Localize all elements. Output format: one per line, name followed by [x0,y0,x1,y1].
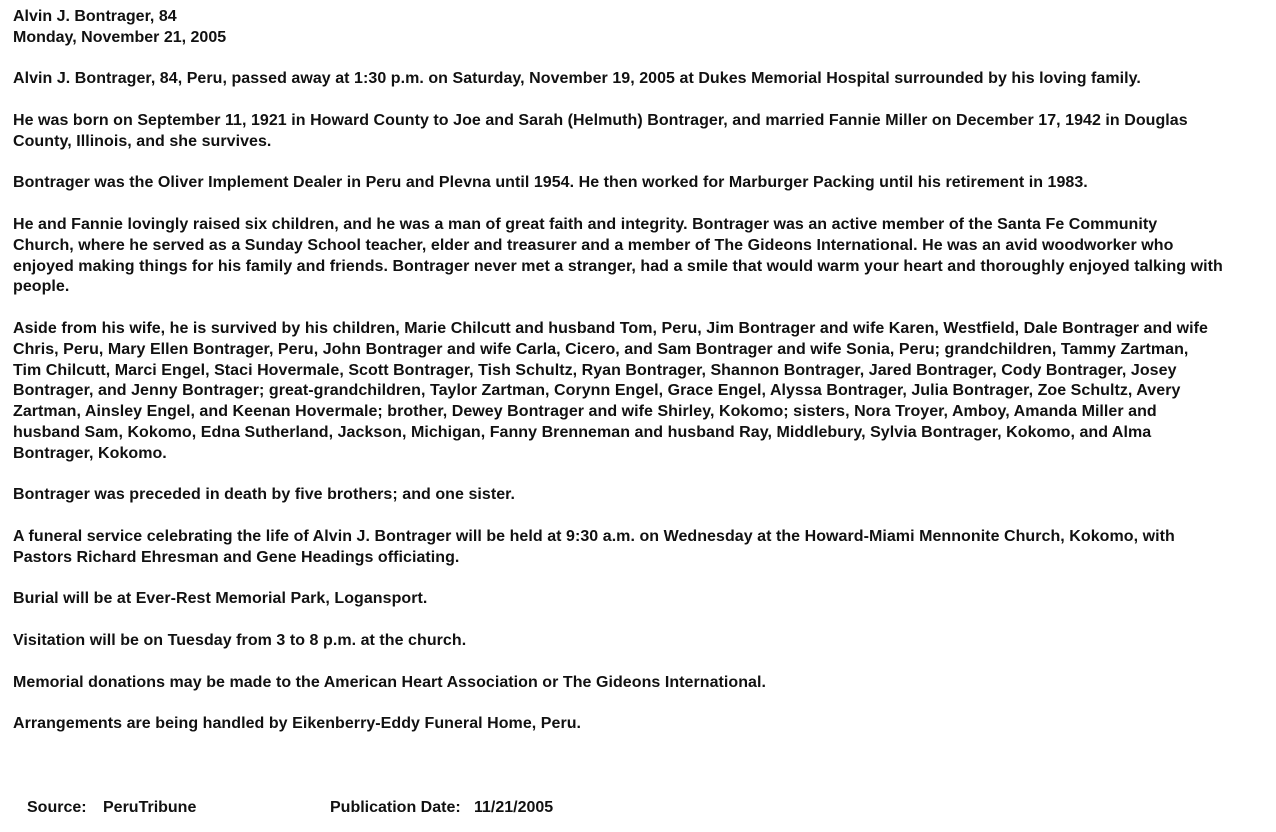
obituary-document [13,7,1268,756]
paragraph-line: Bontrager was preceded in death by five brothers; and one sister. [13,486,516,504]
source-label: Source: [27,799,87,816]
paragraph-line: County, Illinois, and she survives. [13,132,272,150]
paragraph-line: people. [13,278,70,296]
obituary-header [13,7,1268,49]
paragraph-line: Arrangements are being handled by Eikenberry-Eddy Funeral Home, Peru. [13,715,582,733]
paragraph-line: Aside from his wife, he is survived by his children, Marie Chilcutt and husband Tom, Peru, Jim Bontrager and wife Karen, Westfield, Dale Bontrager and wife [13,319,1208,337]
paragraph [13,527,1268,569]
paragraph-line: Zartman, Ainsley Engel, and Keenan Hovermale; brother, Dewey Bontrager and wife Shirley, Kokomo; sisters, Nora Troyer, Amboy, Amanda Miller and [13,403,1157,421]
paragraph-line: Bontrager, and Jenny Bontrager; great-grandchildren, Taylor Zartman, Corynn Engel, Grace Engel, Alyssa Bontrager, Julia Bontrager, Zoe Schultz, Avery [13,382,1181,400]
paragraph-line: Bontrager was the Oliver Implement Dealer in Peru and Plevna until 1954. He then worked for Marburger Packing until his retirement in 1983. [13,174,1088,192]
publication-date-value: 11/21/2005 [474,799,554,816]
paragraph [13,69,1268,90]
obituary-date: Monday, November 21, 2005 [13,28,227,46]
paragraph-line: Memorial donations may be made to the American Heart Association or The Gideons International. [13,673,766,691]
obituary-title: Alvin J. Bontrager, 84 [13,8,177,25]
paragraph-line: Burial will be at Ever-Rest Memorial Park, Logansport. [13,590,428,608]
paragraph-line: Pastors Richard Ehresman and Gene Headings officiating. [13,548,460,566]
paragraph-line: Chris, Peru, Mary Ellen Bontrager, Peru, John Bontrager and wife Carla, Cicero, and Sam Bontrager and wife Sonia, Peru; grandchildren, Tammy Zartman, [13,340,1189,358]
paragraph-line: enjoyed making things for his family and friends. Bontrager never met a stranger, had a smile that would warm your heart and thoroughly enjoyed talking with [13,257,1223,275]
paragraph-line: Bontrager, Kokomo. [13,444,167,462]
paragraph [13,714,1268,735]
obituary-body [13,69,1268,735]
paragraph-line: Church, where he served as a Sunday School teacher, elder and treasurer and a member of The Gideons International. He was an avid woodworker who [13,236,1174,254]
paragraph [13,215,1268,298]
source-value: PeruTribune [103,799,197,816]
paragraph-line: husband Sam, Kokomo, Edna Sutherland, Jackson, Michigan, Fanny Brenneman and husband Ray, Middlebury, Sylvia Bontrager, Kokomo, and Alma [13,423,1152,441]
paragraph [13,111,1268,153]
paragraph [13,173,1268,194]
paragraph-line: He was born on September 11, 1921 in Howard County to Joe and Sarah (Helmuth) Bontrager, and married Fannie Miller on December 17, 1942 in Douglas [13,111,1188,129]
paragraph-line: Tim Chilcutt, Marci Engel, Staci Hovermale, Scott Bontrager, Tish Schultz, Ryan Bontrager, Shannon Bontrager, Jared Bontrager, Cody Bontrager, Josey [13,361,1177,379]
paragraph [13,589,1268,610]
paragraph [13,631,1268,652]
publication-date-label: Publication Date: [330,799,461,816]
paragraph [13,673,1268,694]
paragraph-line: Visitation will be on Tuesday from 3 to 8 p.m. at the church. [13,631,467,649]
paragraph-line: A funeral service celebrating the life of Alvin J. Bontrager will be held at 9:30 a.m. on Wednesday at the Howard-Miami Mennonite Church, Kokomo, with [13,527,1175,545]
paragraph [13,319,1268,465]
paragraph-line: He and Fannie lovingly raised six children, and he was a man of great faith and integrity. Bontrager was an active member of the Santa Fe Community [13,215,1158,233]
paragraph [13,485,1268,506]
paragraph-line: Alvin J. Bontrager, 84, Peru, passed away at 1:30 p.m. on Saturday, November 19, 2005 at Dukes Memorial Hospital surrounded by his loving family. [13,70,1141,88]
